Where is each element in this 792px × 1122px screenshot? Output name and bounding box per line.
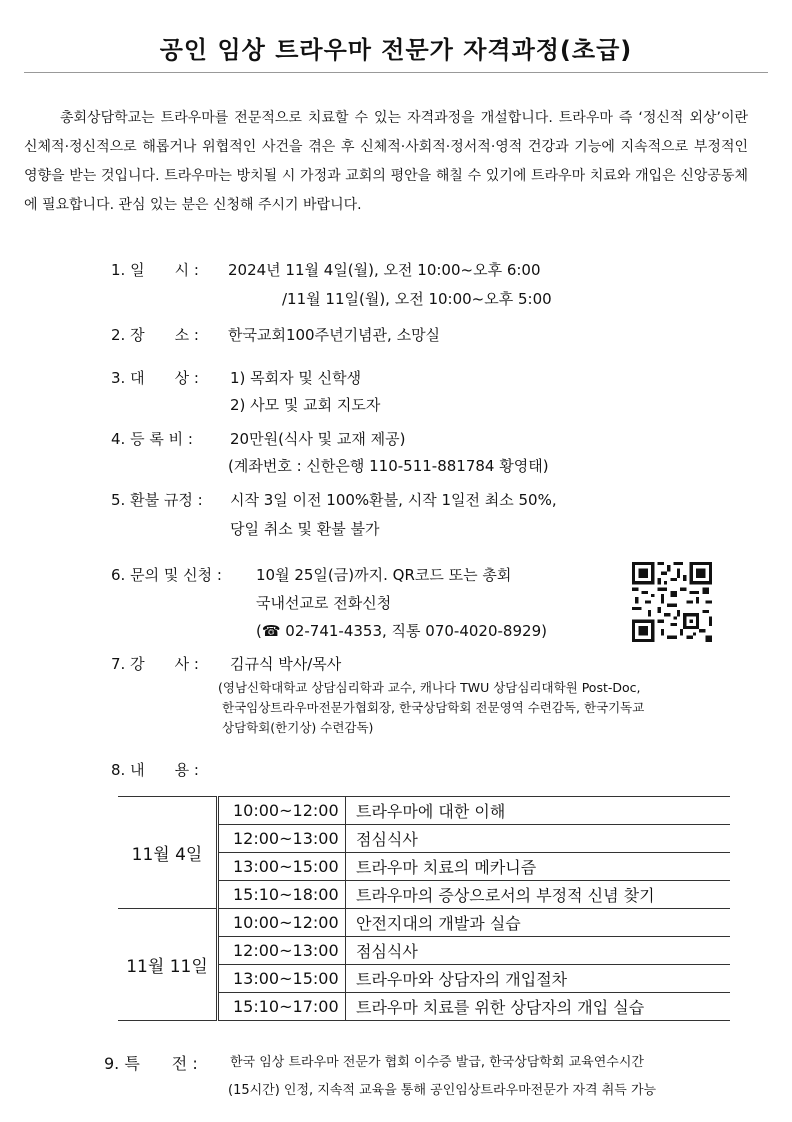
special-line1: 한국 임상 트라우마 전문가 협회 이수증 발급, 한국상담학회 교육연수시간: [230, 1055, 644, 1070]
schedule-line2: /11월 11일(월), 오전 10:00~오후 5:00: [282, 290, 552, 308]
session-topic: 점심식사: [346, 825, 731, 853]
session-date: 11월 4일: [118, 797, 218, 909]
session-time: 15:10~17:00: [218, 993, 346, 1021]
session-topic: 안전지대의 개발과 실습: [346, 909, 731, 937]
table-row: [118, 909, 730, 937]
session-topic: 트라우마 치료의 메카니즘: [346, 853, 731, 881]
content-label: 8. 내 용 :: [111, 761, 199, 779]
session-topic: 트라우마 치료를 위한 상담자의 개입 실습: [346, 993, 731, 1021]
session-time: 12:00~13:00: [218, 825, 346, 853]
schedule-label: 1. 일 시 :: [111, 261, 199, 279]
venue-value: 한국교회100주년기념관, 소망실: [228, 326, 441, 344]
session-topic: 트라우마의 증상으로서의 부정적 신념 찾기: [346, 881, 731, 909]
session-topic: 트라우마에 대한 이해: [346, 797, 731, 825]
intro-text: 총회상담학교는 트라우마를 전문적으로 치료할 수 있는 자격과정을 개설합니다. 트라우마 즉 ‘정신적 외상’이란 신체적·정신적으로 해롭거나 위협적인 사건을 겪은 후 신체적·사회적·정서적·영적 건강과 기능에 지속적으로 부정적인 영향을 받는 것입니다. 트라우마는 방치될 시 가정과 교회의 평안을 해칠 수 있기에 트라우마 치료와 개입은 신앙공동체에 필요합니다. 관심 있는 분은 신청해 주시기 바랍니다.: [24, 110, 748, 213]
inquiry-line2: 국내선교로 전화신청: [256, 594, 392, 612]
page-title: 공인 임상 트라우마 전문가 자격과정(초급): [159, 36, 633, 64]
lecturer-bio-line3: 상담학회(한기상) 수련감독): [222, 720, 374, 735]
lecturer-label: 7. 강 사 :: [111, 655, 199, 673]
session-time: 15:10~18:00: [218, 881, 346, 909]
qr-code-icon[interactable]: [632, 562, 712, 642]
session-time: 13:00~15:00: [218, 853, 346, 881]
special-line2: (15시간) 인정, 지속적 교육을 통해 공인임상트라우마전문가 자격 취득 가능: [228, 1083, 657, 1098]
session-time: 10:00~12:00: [218, 909, 346, 937]
fee-line2: (계좌번호 : 신한은행 110-511-881784 황영태): [228, 457, 549, 475]
schedule-line1: 2024년 11월 4일(월), 오전 10:00~오후 6:00: [228, 261, 541, 279]
venue-label: 2. 장 소 :: [111, 326, 199, 344]
session-time: 12:00~13:00: [218, 937, 346, 965]
lecturer-name: 김규식 박사/목사: [230, 655, 342, 673]
special-label: 9. 특 전 :: [104, 1054, 198, 1073]
title-divider: [24, 72, 768, 73]
inquiry-line1: 10월 25일(금)까지. QR코드 또는 총회: [256, 566, 512, 584]
inquiry-line3: (☎ 02-741-4353, 직통 070-4020-8929): [256, 622, 547, 640]
session-time: 13:00~15:00: [218, 965, 346, 993]
fee-line1: 20만원(식사 및 교재 제공): [230, 430, 406, 448]
refund-line1: 시작 3일 이전 100%환불, 시작 1일전 최소 50%,: [230, 491, 557, 509]
fee-label: 4. 등 록 비 :: [111, 430, 193, 448]
target-line1: 1) 목회자 및 신학생: [230, 369, 362, 387]
target-label: 3. 대 상 :: [111, 369, 199, 387]
refund-line2: 당일 취소 및 환불 불가: [230, 520, 380, 538]
refund-label: 5. 환불 규정 :: [111, 491, 203, 509]
session-date: 11월 11일: [118, 909, 218, 1021]
table-row: [118, 797, 730, 825]
inquiry-label: 6. 문의 및 신청 :: [111, 566, 222, 584]
target-line2: 2) 사모 및 교회 지도자: [230, 396, 381, 414]
lecturer-bio-line2: 한국임상트라우마전문가협회장, 한국상담학회 전문영역 수련감독, 한국기독교: [222, 700, 645, 715]
lecturer-bio-line1: (영남신학대학교 상담심리학과 교수, 캐나다 TWU 상담심리대학원 Post-Doc,: [218, 680, 641, 695]
schedule-table: [118, 796, 730, 1021]
session-topic: 점심식사: [346, 937, 731, 965]
session-time: 10:00~12:00: [218, 797, 346, 825]
intro-paragraph: [24, 104, 748, 220]
session-topic: 트라우마와 상담자의 개입절차: [346, 965, 731, 993]
